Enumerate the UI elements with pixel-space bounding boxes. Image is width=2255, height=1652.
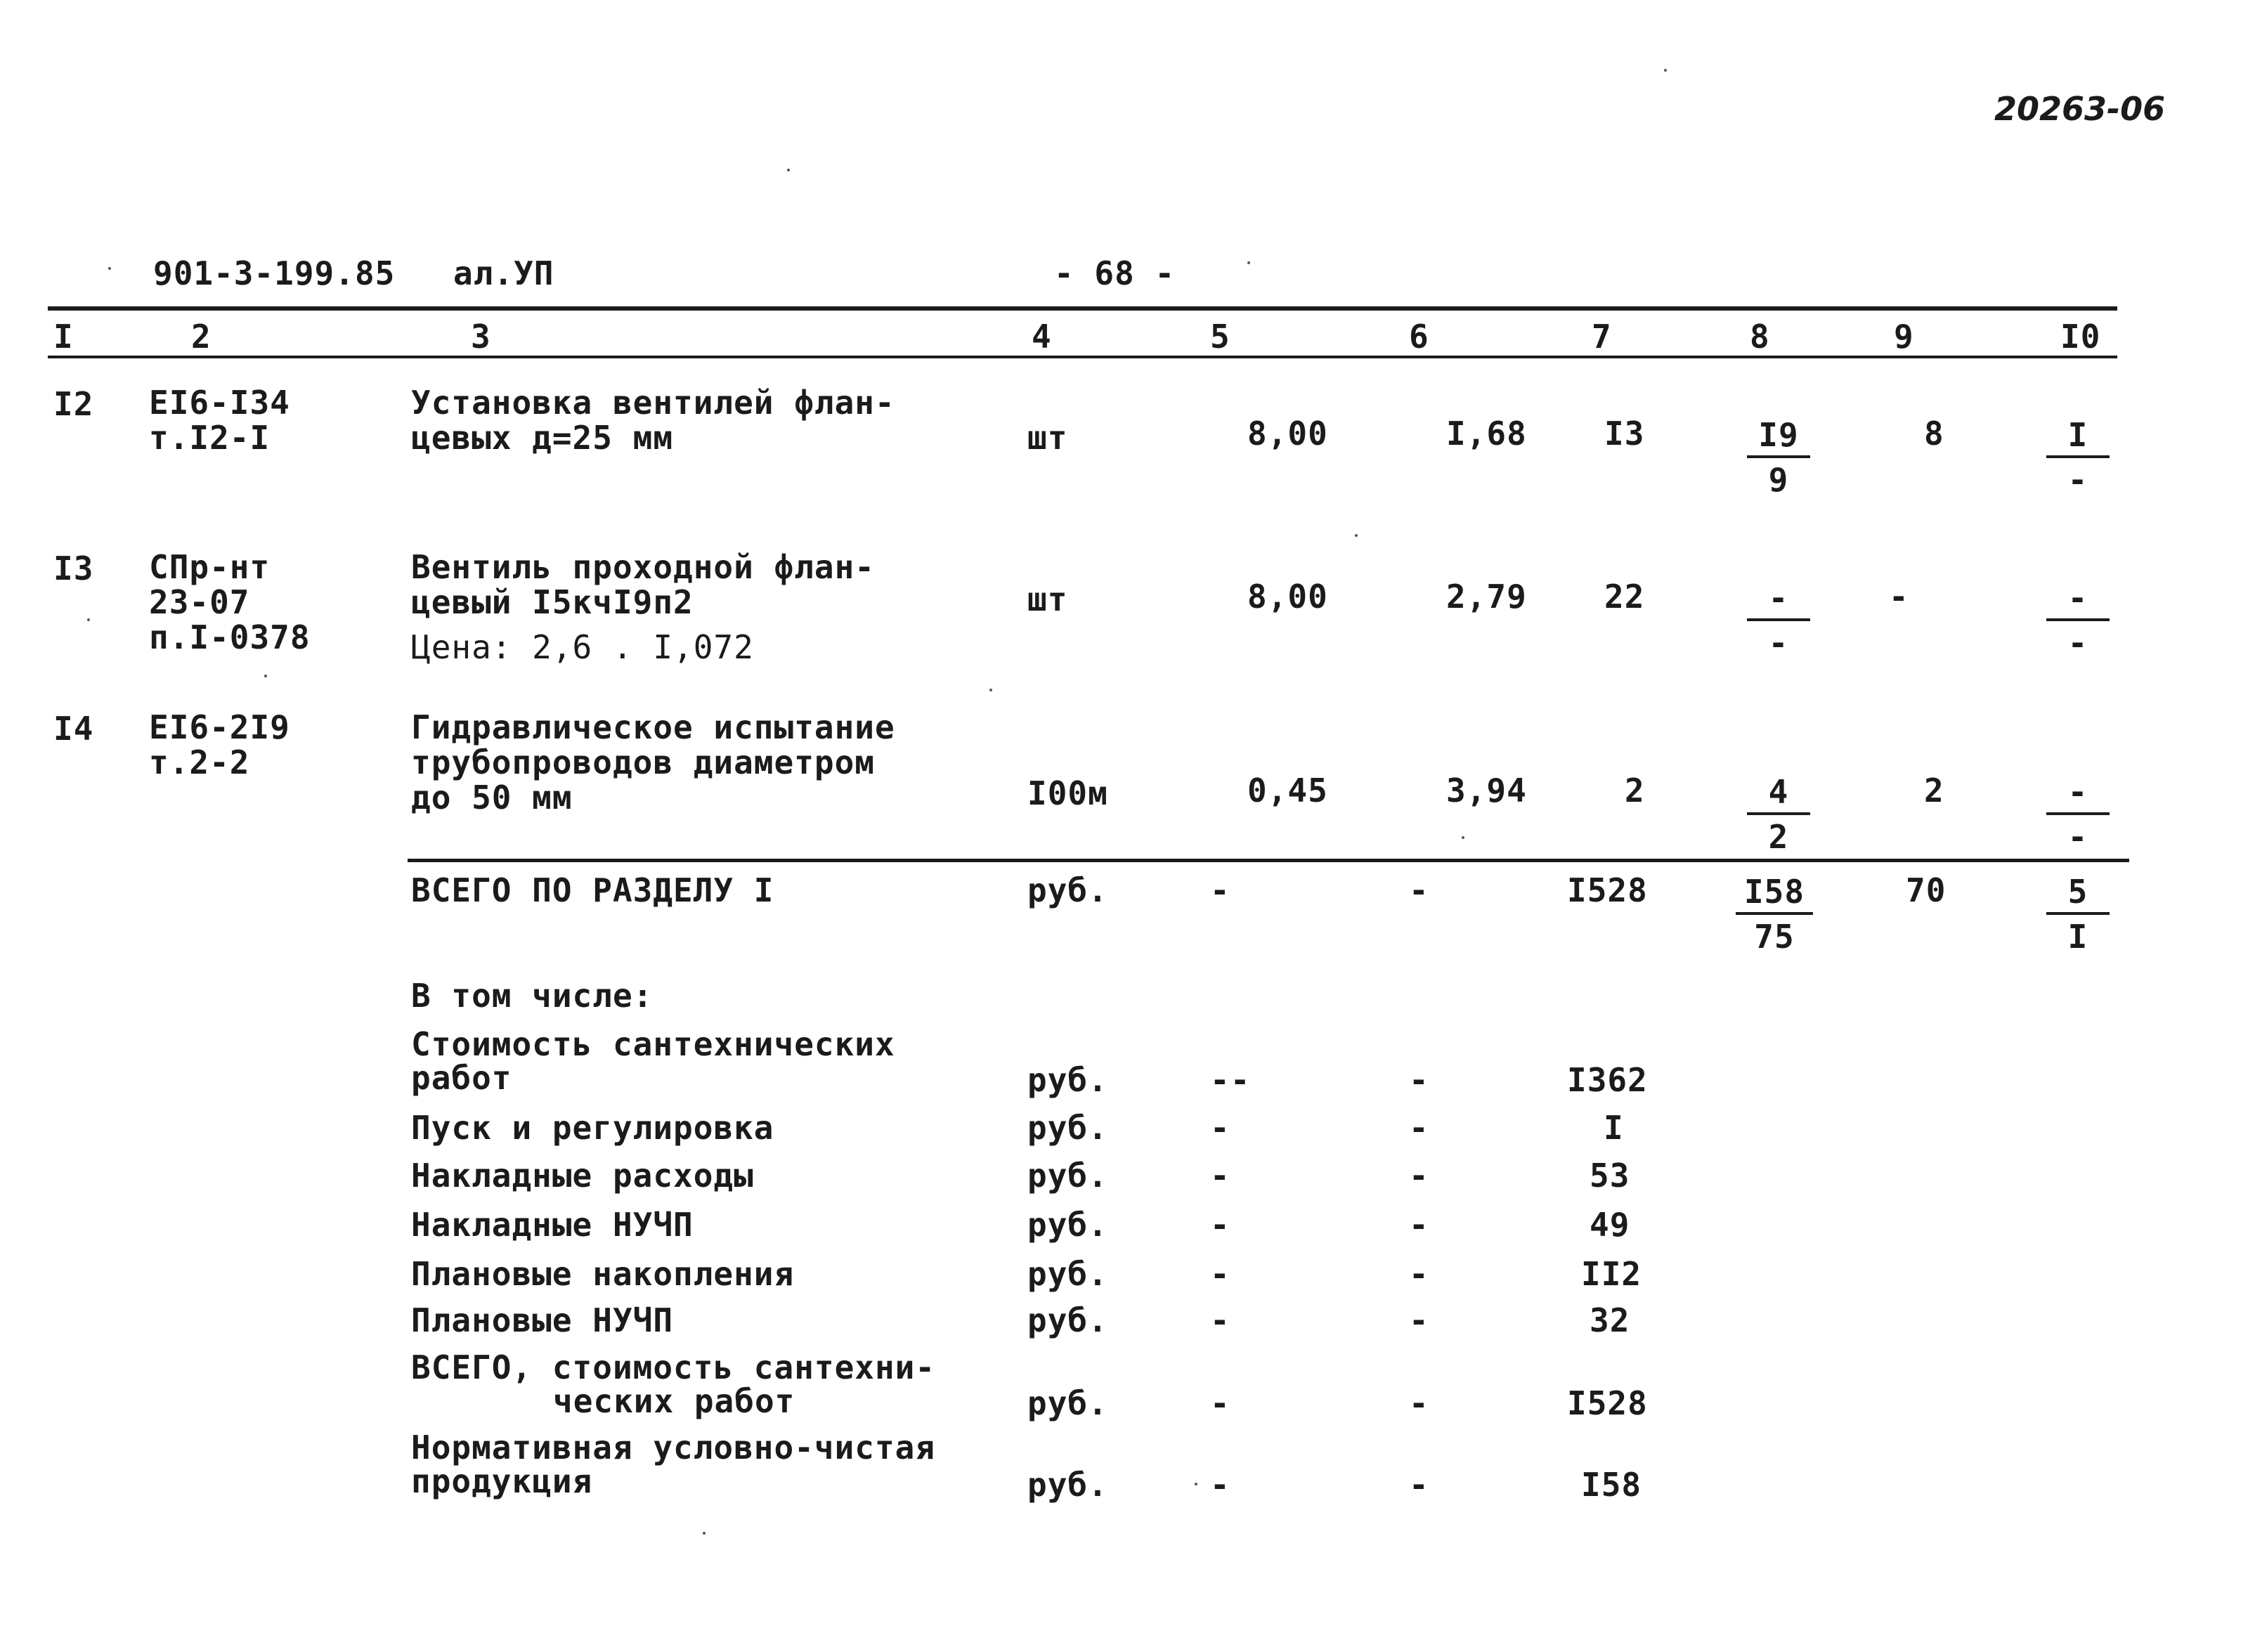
col8-fraction: $\frac{I58}{75}$ [1736,871,1813,958]
col6-value: - [1409,1466,1429,1504]
breakdown-value: II2 [1581,1255,1642,1293]
quantity: 8,00 [1247,415,1328,453]
unit: шт [1027,419,1068,457]
unit: руб. [1027,1466,1108,1504]
col8-fraction: $\frac{I9}{9}$ [1747,415,1810,502]
col5-value: -- [1210,1061,1251,1099]
unit-price: I,68 [1446,415,1527,453]
price-note: Цена: 2,6 . I,072 [411,628,754,666]
unit: руб. [1027,1109,1108,1147]
unit: I00м [1027,774,1108,812]
norm-code: ЕI6-I34 т.I2-I [149,384,290,457]
col6-value: - [1409,1109,1429,1147]
total-cost: I3 [1604,415,1645,453]
unit-price: 3,94 [1446,772,1527,809]
table-top-rule [48,306,2117,311]
col6-value: - [1409,1206,1429,1244]
row-number: I3 [53,549,94,587]
col8-fraction: - - [1747,578,1810,665]
breakdown-label: Пуск и регулировка [411,1109,774,1147]
total-cost: 2 [1625,772,1645,809]
quantity: 0,45 [1247,772,1328,809]
unit: руб. [1027,1206,1108,1244]
col5-value: - [1210,1206,1230,1244]
col8-fraction: $\frac{4}{2}$ [1747,772,1810,859]
scan-speck [264,675,267,677]
column-header: 8 [1750,318,1770,356]
col6-value: - [1409,1384,1429,1422]
work-description: Гидравлическое испытание трубопроводов диаметром до 50 мм [411,708,895,817]
unit: руб. [1027,1255,1108,1293]
scan-speck [989,689,992,691]
col6-value: - [1409,1301,1429,1339]
col6-value: - [1409,1255,1429,1293]
breakdown-label: ВСЕГО, стоимость сантехни- ческих работ [411,1348,936,1420]
scan-speck [87,618,90,621]
breakdown-value: 49 [1590,1206,1630,1244]
col5-value: - [1210,1384,1230,1422]
breakdown-value: I528 [1567,1384,1648,1422]
col5-value: - [1210,1255,1230,1293]
col9-value: 2 [1924,772,1944,809]
col5-value: - [1210,871,1230,909]
col10-fraction: - - [2046,578,2110,665]
breakdown-label: Плановые накопления [411,1255,795,1293]
header-bottom-rule [48,356,2117,358]
breakdown-label: Накладные расходы [411,1157,754,1195]
work-description: Установка вентилей флан- цевых д=25 мм [411,384,895,457]
scan-speck [1195,1483,1197,1485]
total-cost: 22 [1604,578,1645,616]
breakdown-value: I362 [1567,1061,1648,1099]
breakdown-value: I58 [1581,1466,1642,1504]
scan-speck [703,1532,706,1535]
col10-fraction: - - [2046,772,2110,859]
unit: руб. [1027,1061,1108,1099]
col5-value: - [1210,1109,1230,1147]
col9-value: - [1889,578,1909,616]
scan-speck [108,267,111,270]
scan-speck [1355,534,1358,537]
unit: руб. [1027,871,1108,909]
column-header: 6 [1409,318,1429,356]
scan-speck [787,169,790,171]
document-number-stamp: 20263-06 [1994,90,2166,128]
including-label: В том числе: [411,977,654,1015]
quantity: 8,00 [1247,578,1328,616]
unit: руб. [1027,1301,1108,1339]
col10-fraction: $\frac{5}{I}$ [2046,871,2110,958]
breakdown-value: 53 [1590,1157,1630,1195]
scan-speck [1462,836,1464,839]
column-header: 7 [1592,318,1612,356]
section-total-rule [408,859,2129,862]
column-header: I [53,318,74,356]
breakdown-value: I [1604,1109,1624,1147]
norm-code: СПр-нт 23-07 п.I-0378 [149,548,311,656]
breakdown-label: Стоимость сантехнических работ [411,1025,895,1097]
col9-value: 70 [1906,871,1947,909]
scan-speck [1247,261,1250,264]
column-header: 9 [1894,318,1914,356]
col6-value: - [1409,871,1429,909]
col5-value: - [1210,1157,1230,1195]
unit: руб. [1027,1384,1108,1422]
col5-value: - [1210,1466,1230,1504]
breakdown-value: 32 [1590,1301,1630,1339]
work-description: Вентиль проходной флан- цевый I5кчI9п2 [411,548,875,621]
col6-value: - [1409,1061,1429,1099]
column-header: 4 [1032,318,1052,356]
col6-value: - [1409,1157,1429,1195]
column-header: I0 [2060,318,2101,356]
col10-fraction: I - [2046,415,2110,502]
document-code: 901-3-199.85 [153,254,396,292]
section-total-label: ВСЕГО ПО РАЗДЕЛУ I [411,871,774,909]
column-header: 3 [471,318,491,356]
column-header: 2 [191,318,212,356]
scan-speck [1664,69,1667,72]
unit: руб. [1027,1157,1108,1195]
unit: шт [1027,580,1068,618]
column-header: 5 [1210,318,1230,356]
col9-value: 8 [1924,415,1944,453]
breakdown-label: Нормативная условно-чистая продукция [411,1429,936,1500]
breakdown-label: Плановые НУЧП [411,1301,674,1339]
total-cost: I528 [1567,871,1648,909]
page-number: - 68 - [1054,254,1176,292]
album-label: ал.УП [453,254,554,292]
unit-price: 2,79 [1446,578,1527,616]
col5-value: - [1210,1301,1230,1339]
breakdown-label: Накладные НУЧП [411,1206,694,1244]
row-number: I2 [53,385,94,423]
norm-code: ЕI6-2I9 т.2-2 [149,708,290,781]
row-number: I4 [53,710,94,748]
